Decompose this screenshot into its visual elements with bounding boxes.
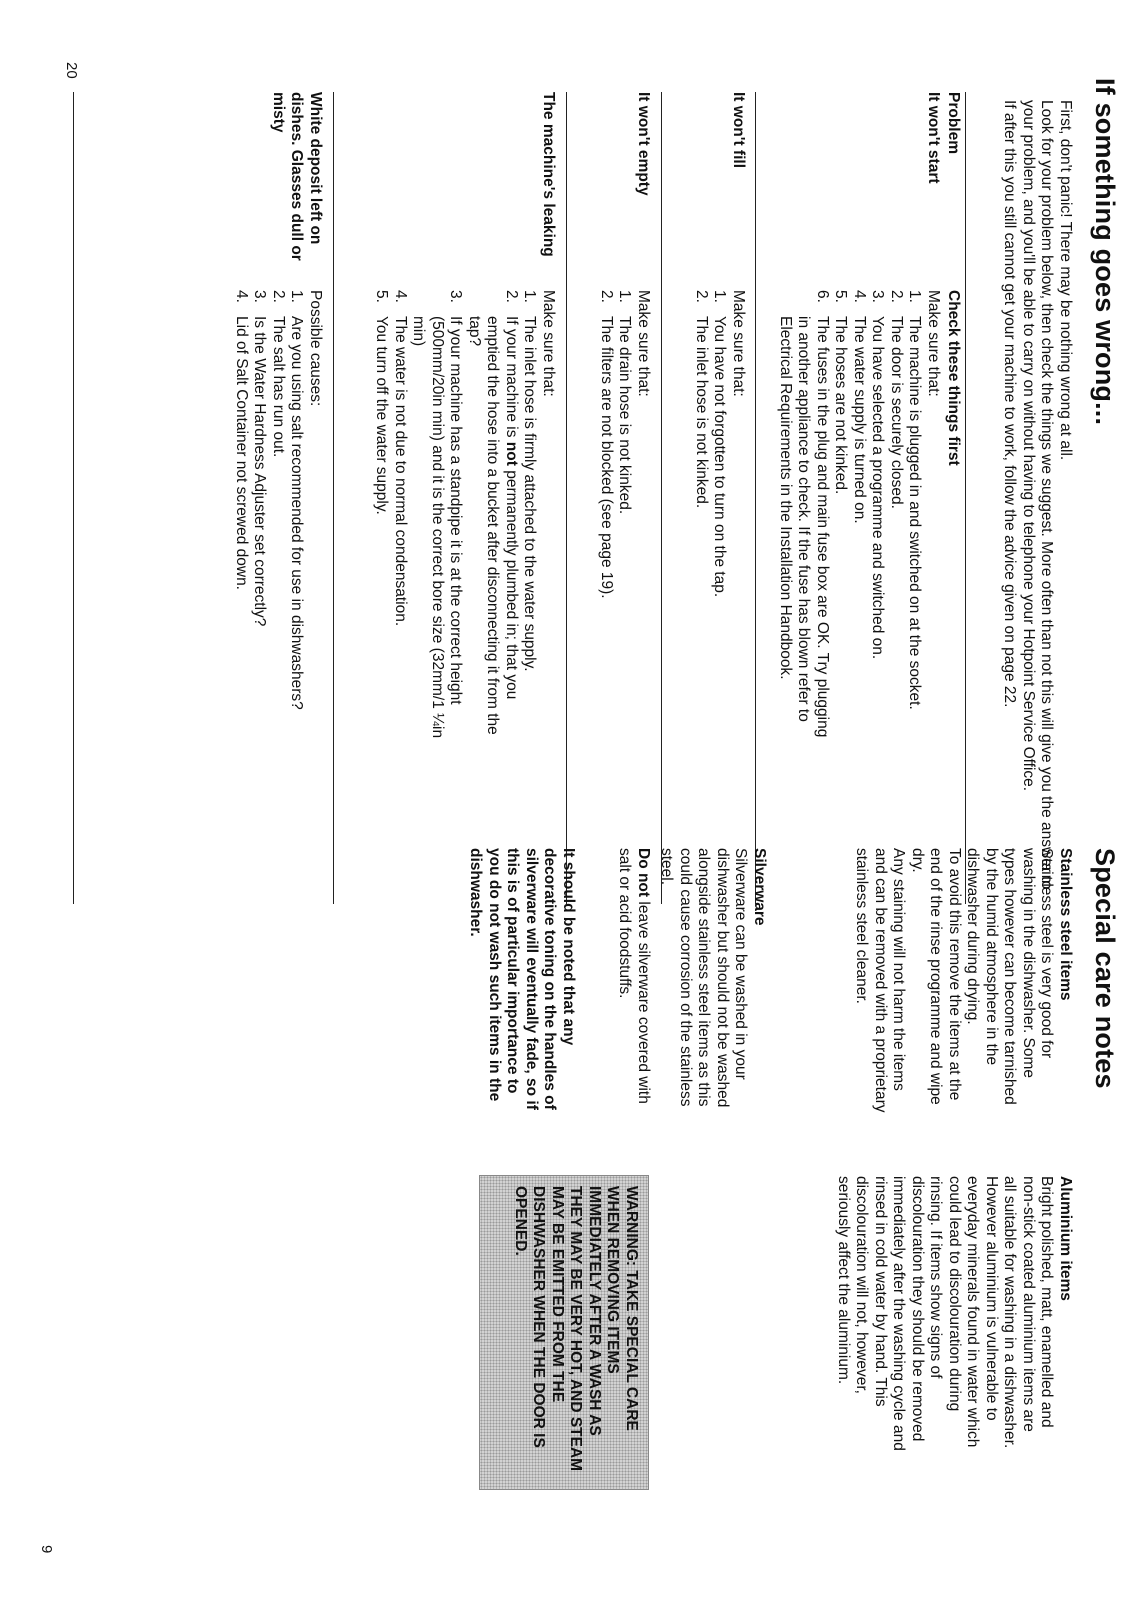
list-item: 3. If your machine has a standpipe it is at the correct height (500mm/20in min) and it is the correct bore size (32mm/1 ¼in min) <box>410 290 465 739</box>
silverware-do-not <box>615 848 652 1118</box>
lead-text: Make sure that: <box>730 290 747 397</box>
problem-wont-empty: It won't empty <box>635 92 652 196</box>
lead-text: Make sure that: <box>540 290 557 397</box>
check-wont-empty <box>597 290 653 750</box>
list-item: 1. The drain hose is not kinked. <box>616 290 634 515</box>
problem-wont-fill: It won't fill <box>730 92 747 169</box>
aluminium-para-2: However aluminium is vulnerable to everyday minerals found in water which could lead to discolouration during rinsing. If items show signs of discolouration they should be removed immediately after the washing cycle and rinsed in cold water by hand. This discolouration will not, however, seriously affect the aluminium. <box>835 1176 1000 1451</box>
problem-wont-start: It won't start <box>925 92 942 184</box>
page-number-left: 20 <box>63 62 80 79</box>
check-white-deposit <box>232 290 325 750</box>
list-item: 4. The water is not due to normal condensation. <box>392 290 409 627</box>
problem-white-deposit: White deposit left on dishes. Glasses dull or misty <box>270 92 324 261</box>
list-item: 3. Is the Water Hardness Adjuster set correctly? <box>251 290 269 627</box>
list-item: 3. You have selected a programme and switched on. <box>869 290 887 660</box>
silverware-note: It should be noted that any decorative toning on the handles of silverware will eventually fade, so if this is of particular importance to you do not wash such items in the dishwasher. <box>467 848 577 1110</box>
stainless-para-3: Any staining will not harm the items and can be removed with a proprietary stainless steel cleaner. <box>853 848 908 1113</box>
header-check: Check these things first <box>945 290 962 466</box>
list-item: 2. The inlet hose is not kinked. <box>693 290 710 509</box>
list-item: 5. The hoses are not kinked. <box>832 290 850 495</box>
check-list <box>597 290 634 750</box>
intro-text <box>1000 100 1074 920</box>
silverware-section <box>657 848 768 1118</box>
lead-text: Possible causes: <box>307 290 324 407</box>
list-item: 1. The inlet hose is firmly attached to the water supply. <box>521 290 539 672</box>
list-item: 2. The door is securely closed. <box>888 290 905 509</box>
check-wont-start <box>776 290 943 750</box>
intro-line-1: First, don't panic! There may be nothing wrong at all. <box>1057 100 1074 461</box>
row-rule <box>755 92 756 904</box>
do-not-rest: leave silverware covered with salt or acid foodstuffs. <box>616 848 652 1104</box>
lead-text: Make sure that: <box>635 290 652 397</box>
list-item: 5. You turn off the water supply. <box>373 290 391 515</box>
intro-line-3: If after this you still cannot get your machine to work, follow the advice given on page 22. <box>1001 100 1019 708</box>
table-bottom-rule <box>73 92 74 904</box>
check-list <box>232 290 306 750</box>
row-rule <box>661 92 662 904</box>
check-list <box>372 290 539 750</box>
intro-line-2: Look for your problem below, then check the things we suggest. More often than not this will give you the answer to your problem, and you'll be able to carry on without having to telephone your Hotpoint Service Office. <box>1020 100 1056 890</box>
check-list <box>776 290 924 750</box>
aluminium-section <box>834 1176 1075 1451</box>
silverware-para: Silverware can be washed in your dishwasher but should not be washed alongside stainless steel items as this could cause corrosion of the stainless steel. <box>658 848 750 1108</box>
problem-machine-leaking: The machine's leaking <box>540 92 557 257</box>
list-item: 1. The machine is plugged in and switched on at the socket. <box>906 290 924 710</box>
list-item: 2. The filters are not blocked (see page 19). <box>598 290 615 599</box>
check-wont-fill <box>692 290 748 750</box>
aluminium-heading: Aluminium items <box>1057 1176 1074 1301</box>
page-title-troubleshooting: If something goes wrong... <box>1090 78 1120 426</box>
silverware-heading: Silverware <box>751 848 768 926</box>
list-item: 1. You have not forgotten to turn on the tap. <box>711 290 729 598</box>
lead-text: Make sure that: <box>925 290 942 397</box>
row-rule <box>333 92 334 904</box>
list-item: 2. The salt has run out. <box>270 290 287 458</box>
do-not-bold: Do not <box>635 848 652 898</box>
aluminium-para-1: Bright polished, matt, enamelled and non-stick coated aluminium items are all suitable for washing in a dishwasher. <box>1001 1176 1056 1449</box>
list-item: 4. The water supply is turned on. <box>851 290 868 524</box>
stainless-para-2: To avoid this remove the items at the end of the rinse programme and wipe dry. <box>909 848 963 1105</box>
stainless-para-1: Stainless steel is very good for washing in the dishwasher. Some types however can become tarnished by the humid atmosphere in the dishwasher during drying. <box>964 848 1056 1105</box>
header-problem: Problem <box>945 92 962 155</box>
page-title-special-care: Special care notes <box>1090 848 1120 1089</box>
list-item: 1. Are you using salt recommended for use in dishwashers? <box>288 290 306 710</box>
check-machine-leaking <box>372 290 557 750</box>
row-rule <box>566 92 567 904</box>
list-item: 2. If your machine is not permanently plumbed in; that you emptied the hose into a bucket after disconnecting it from the tap? <box>466 290 520 735</box>
list-item: 6. The fuses in the plug and main fuse box are OK. Try plugging in another appliance to check. If the fuse has blown refer to Electrical Requirements in the Installation Handbook. <box>777 290 831 738</box>
page-number-right: 9 <box>38 1545 55 1554</box>
warning-box: WARNING: TAKE SPECIAL CARE WHEN REMOVING ITEMS IMMEDIATELY AFTER A WASH AS THEY MAY BE VERY HOT, AND STEAM MAY BE EMITTED FROM THE DISHWASHER WHEN THE DOOR IS OPENED. <box>479 1175 649 1490</box>
stainless-heading: Stainless steel items <box>1057 848 1074 1001</box>
table-top-rule <box>965 92 966 904</box>
check-list <box>692 290 729 750</box>
stainless-steel-section <box>852 848 1074 1118</box>
list-item: 4. Lid of Salt Container not screwed down. <box>233 290 250 590</box>
